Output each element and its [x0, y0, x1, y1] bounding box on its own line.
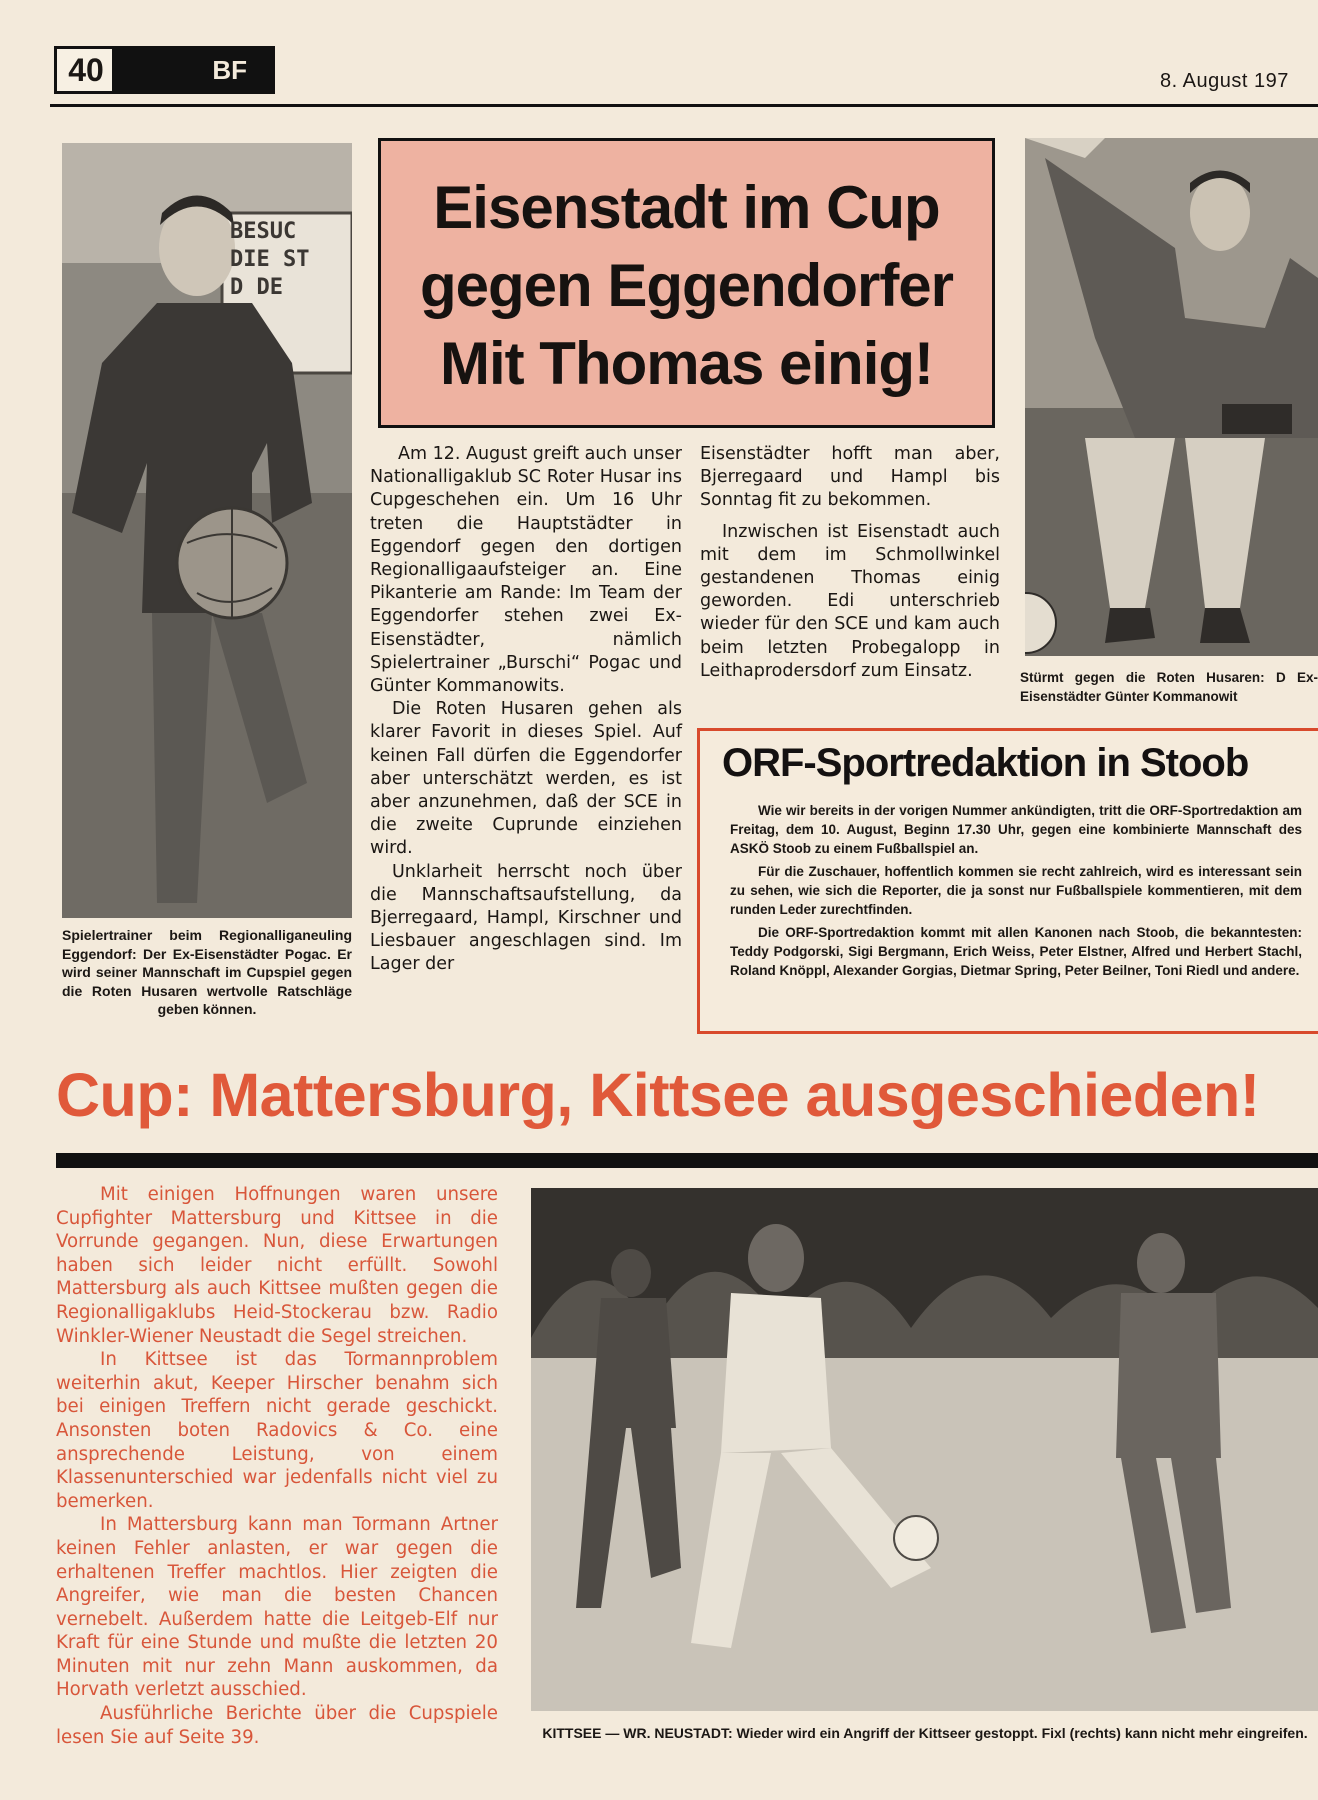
- article1-column-1: [370, 443, 682, 977]
- paragraph: Eisenstädter hofft man aber, Bjerregaard und Hampl bis Sonntag fit zu bekommen.: [700, 444, 1000, 511]
- article1-column-2: [700, 443, 1000, 683]
- paragraph: Unklarheit herrscht noch über die Mannschaftsaufstellung, da Bjerregaard, Hampl, Kirschner und Liesbauer angeschlagen sind. Im Lager der: [370, 861, 682, 975]
- section-rule: [56, 1153, 1318, 1168]
- header-rule: [50, 104, 1318, 107]
- paragraph: In Mattersburg kann man Tormann Artner keinen Fehler anlasten, er war gegen die erhaltenen Treffer machtlos. Hier zeigten die Angreifer, wie man die besten Chancen vernebelt. Außerdem hatte die Leitgeb-Elf nur Kraft für eine Stunde und mußte die letzten 20 Minuten mit nur zehn Mann auskommen, da Horvath verletzt ausschied.: [56, 1514, 498, 1701]
- paragraph: Die Roten Husaren gehen als klarer Favorit in dieses Spiel. Auf keinen Fall dürfen die Eggendorfer aber unterschätzt werden, es ist aber anzunehmen, daß der SCE in die zweite Cuprunde einziehen wird.: [370, 699, 682, 859]
- caption-kittsee: KITTSEE — WR. NEUSTADT: Wieder wird ein Angriff der Kittseer gestoppt. Fixl (rechts) kann nicht mehr eingreifen.: [542, 1725, 1308, 1741]
- sign-text: [230, 218, 352, 302]
- paper-mark-label: BF: [212, 55, 247, 85]
- article2-column: [56, 1183, 498, 1749]
- orf-box: [697, 728, 1318, 1034]
- orf-body: [730, 801, 1302, 984]
- photo-kommanowits: [1025, 138, 1318, 656]
- paragraph: Ausführliche Berichte über die Cupspiele lesen Sie auf Seite 39.: [56, 1703, 498, 1748]
- paragraph: In Kittsee ist das Tormannproblem weiterhin akut, Keeper Hirscher benahm sich bei einigen Treffern nicht gerade geschickt. Ansonsten boten Radovics & Co. eine ansprechende Leistung, von einem Klassenunterschied war jedenfalls nicht viel zu bemerken.: [56, 1349, 498, 1512]
- paragraph: Am 12. August greift auch unser Nationalligaklub SC Roter Husar ins Cupgeschehen ein. Um 16 Uhr treten die Hauptstädter in Eggendorf gegen den dortigen Regionalligaaufsteiger an. Eine Pikanterie am Rande: Im Team der Eggendorfer stehen zwei Ex-Eisenstädter, nämlich Spielertrainer „Burschi“ Pogac und Günter Kommanowits.: [370, 444, 682, 697]
- sign-line: D DE: [230, 275, 283, 300]
- caption-kommanowits: Stürmt gegen die Roten Husaren: D Ex-Eisenstädter Günter Kommanowit: [1020, 670, 1318, 704]
- page-number: 40: [54, 46, 118, 94]
- sign-line: BESUC: [230, 219, 297, 244]
- paragraph: Wie wir bereits in der vorigen Nummer ankündigten, tritt die ORF-Sportredaktion am Freitag, dem 10. August, Beginn 17.30 Uhr, gegen eine kombinierte Mannschaft des ASKÖ Stoob zu einem Fußballspiel an.: [730, 803, 1302, 856]
- paper-mark: [112, 46, 275, 94]
- paragraph: Mit einigen Hoffnungen waren unsere Cupfighter Mattersburg und Kittsee in die Vorrunde gegangen. Nun, diese Erwartungen haben sich leider nicht erfüllt. Sowohl Mattersburg als auch Kittsee mußten gegen die Regionalligaklubs Heid-Stockerau bzw. Radio Winkler-Wiener Neustadt die Segel streichen.: [56, 1184, 498, 1347]
- photo-pogac: [62, 143, 352, 918]
- issue-date: 8. August 197: [1160, 70, 1289, 92]
- orf-title: ORF-Sportredaktion in Stoob: [722, 741, 1249, 785]
- paragraph: Inzwischen ist Eisenstadt auch mit dem im Schmollwinkel gestandenen Thomas einig geworden. Edi unterschrieb wieder für den SCE und kam auch beim letzten Probegalopp in Leithaprodersdorf zum Einsatz.: [700, 521, 1000, 681]
- headline-line: Eisenstadt im Cup: [433, 174, 940, 241]
- headline-box: [378, 138, 995, 428]
- headline-line: Mit Thomas einig!: [440, 330, 933, 397]
- headline-line: gegen Eggendorfer: [419, 252, 954, 319]
- photo-kittsee-match: [531, 1188, 1318, 1711]
- caption-pogac: Spielertrainer beim Regionalliganeuling Eggendorf: Der Ex-Eisenstädter Pogac. Er wird seiner Mannschaft im Cupspiel gegen die Roten Husaren wertvolle Ratschläge geben können.: [62, 927, 352, 1017]
- sign-line: DIE ST: [230, 247, 310, 272]
- paragraph: Für die Zuschauer, hoffentlich kommen sie recht zahlreich, wird es interessant sein zu sehen, wie sich die Reporter, die ja sonst nur Fußballspiele kommentieren, mit dem runden Leder zurechtfinden.: [730, 864, 1302, 917]
- cup-headline: Cup: Mattersburg, Kittsee ausgeschieden!: [56, 1061, 1260, 1129]
- paragraph: Die ORF-Sportredaktion kommt mit allen Kanonen nach Stoob, die bekanntesten: Teddy Podgorski, Sigi Bergmann, Erich Weiss, Peter Elstner, Alfred und Herbert Stachl, Roland Knöppl, Alexander Gorgias, Dietmar Spring, Peter Beilner, Toni Riedl und andere.: [730, 925, 1302, 978]
